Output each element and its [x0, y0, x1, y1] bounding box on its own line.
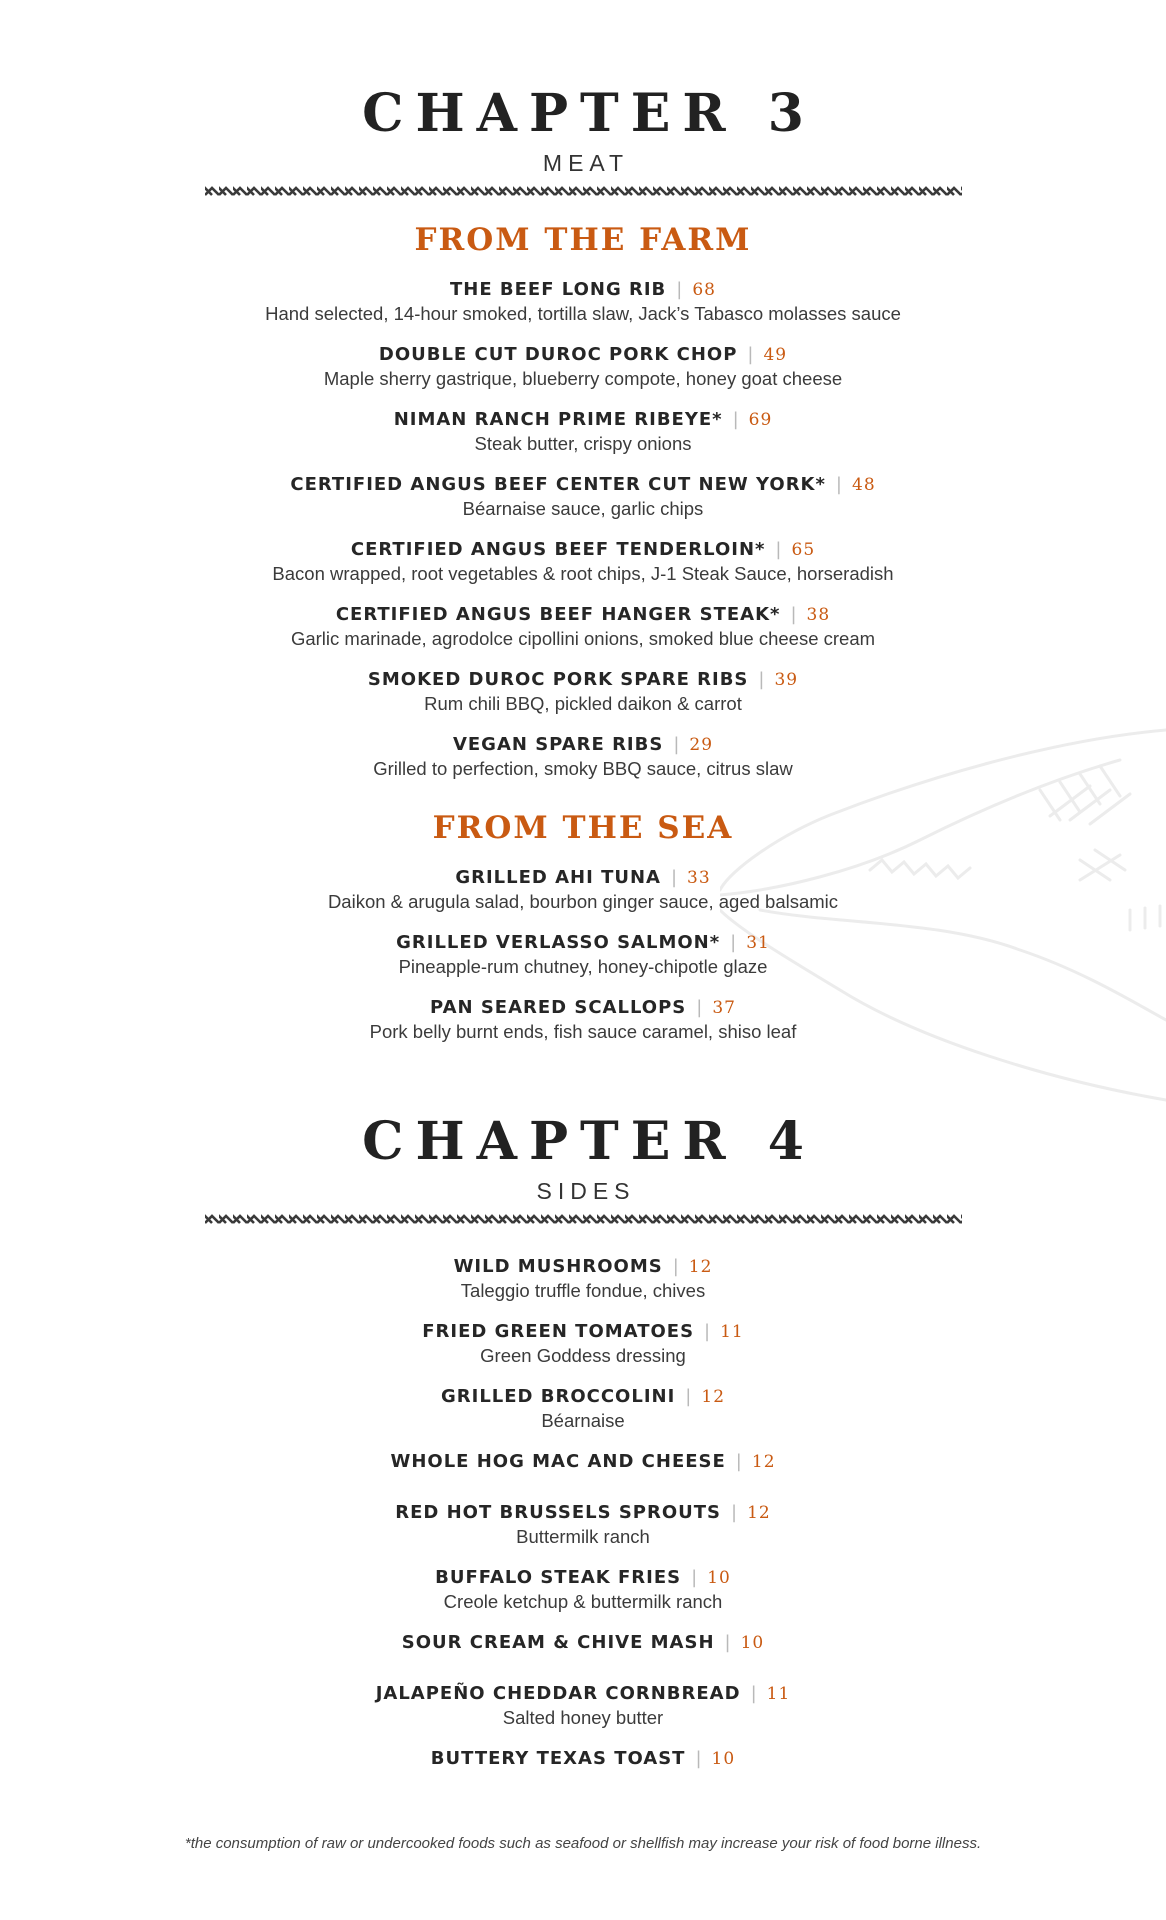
rope-divider-icon [205, 1213, 962, 1227]
item-name: CERTIFIED ANGUS BEEF TENDERLOIN* [350, 539, 766, 560]
separator: | [750, 1683, 757, 1704]
list-item [0, 668, 1166, 733]
list-item [0, 1501, 1166, 1566]
section-from-the-sea [0, 810, 1166, 847]
item-price: 10 [740, 1633, 765, 1653]
item-name: SOUR CREAM & CHIVE MASH [401, 1632, 715, 1653]
item-description: Daikon & arugula salad, bourbon ginger sauce, aged balsamic [327, 891, 839, 912]
item-name: WILD MUSHROOMS [453, 1256, 663, 1277]
list-item [0, 866, 1166, 931]
item-price: 68 [692, 280, 716, 300]
list-item [0, 1747, 1166, 1787]
item-name: CERTIFIED ANGUS BEEF CENTER CUT NEW YORK* [290, 474, 826, 495]
list-item [0, 278, 1166, 343]
item-description: Taleggio truffle fondue, chives [460, 1280, 706, 1301]
list-item [0, 931, 1166, 996]
list-item [0, 408, 1166, 473]
list-item [0, 1320, 1166, 1385]
item-price: 10 [707, 1568, 731, 1588]
list-item [0, 603, 1166, 668]
item-name: GRILLED BROCCOLINI [440, 1386, 676, 1407]
section-from-the-farm [0, 222, 1166, 259]
item-price: 69 [748, 410, 773, 430]
list-item [0, 1385, 1166, 1450]
item-price: 31 [746, 933, 770, 953]
list-item [0, 538, 1166, 603]
list-item [0, 996, 1166, 1061]
list-item [0, 1255, 1166, 1320]
separator: | [673, 734, 680, 755]
separator: | [676, 279, 683, 300]
sea-items [0, 866, 1166, 1061]
separator: | [670, 867, 678, 888]
item-description: Béarnaise [541, 1410, 625, 1431]
separator: | [732, 409, 739, 430]
list-item [0, 1450, 1166, 1501]
item-name: WHOLE HOG MAC AND CHEESE [390, 1451, 726, 1472]
item-name: VEGAN SPARE RIBS [452, 734, 664, 755]
item-name: JALAPEÑO CHEDDAR CORNBREAD [375, 1683, 741, 1704]
separator: | [695, 1748, 702, 1769]
list-item [0, 1566, 1166, 1631]
chapter-3 [0, 83, 1166, 199]
item-price: 12 [688, 1257, 713, 1277]
item-description: Steak butter, crispy onions [474, 433, 692, 454]
item-price: 11 [720, 1322, 744, 1342]
list-item [0, 343, 1166, 408]
separator: | [735, 1451, 742, 1472]
item-description: Hand selected, 14-hour smoked, tortilla slaw, Jack’s Tabasco molasses sauce [265, 303, 901, 324]
separator: | [747, 344, 754, 365]
item-description: Maple sherry gastrique, blueberry compote, honey goat cheese [323, 368, 843, 389]
item-description: Salted honey butter [502, 1707, 664, 1728]
footer-disclaimer: *the consumption of raw or undercooked foods such as seafood or shellfish may increase your risk of food borne illness. [184, 1835, 982, 1852]
separator: | [758, 669, 765, 690]
item-name: NIMAN RANCH PRIME RIBEYE* [393, 409, 723, 430]
separator: | [835, 474, 842, 495]
chapter-title: CHAPTER 4 [362, 1111, 816, 1172]
item-price: 37 [712, 998, 736, 1018]
item-description: Grilled to perfection, smoky BBQ sauce, citrus slaw [373, 758, 793, 779]
item-name: GRILLED AHI TUNA [455, 867, 661, 888]
item-name: THE BEEF LONG RIB [449, 279, 667, 300]
item-price: 10 [711, 1749, 736, 1769]
item-description: Creole ketchup & buttermilk ranch [443, 1591, 723, 1612]
chapter-subtitle: MEAT [542, 150, 630, 176]
list-item [0, 1682, 1166, 1747]
item-description: Green Goddess dressing [480, 1345, 686, 1366]
list-item [0, 473, 1166, 538]
item-price: 12 [701, 1387, 726, 1407]
item-name: CERTIFIED ANGUS BEEF HANGER STEAK* [335, 604, 781, 625]
separator: | [672, 1256, 679, 1277]
item-description: Rum chili BBQ, pickled daikon & carrot [424, 693, 742, 714]
item-price: 49 [763, 345, 788, 365]
item-name: SMOKED DUROC PORK SPARE RIBS [367, 669, 749, 690]
item-name: GRILLED VERLASSO SALMON* [396, 932, 721, 953]
item-name: BUFFALO STEAK FRIES [435, 1567, 682, 1588]
separator: | [724, 1632, 731, 1653]
farm-items [0, 278, 1166, 798]
item-description: Bacon wrapped, root vegetables & root chips, J-1 Steak Sauce, horseradish [272, 563, 894, 584]
chapter-title: CHAPTER 3 [362, 83, 816, 144]
rope-divider-icon [205, 185, 962, 199]
item-description: Béarnaise sauce, garlic chips [462, 498, 704, 519]
item-name: FRIED GREEN TOMATOES [422, 1321, 695, 1342]
chapter-subtitle: SIDES [536, 1178, 636, 1204]
separator: | [704, 1321, 711, 1342]
item-name: RED HOT BRUSSELS SPROUTS [395, 1502, 722, 1523]
separator: | [790, 604, 797, 625]
item-description: Buttermilk ranch [516, 1526, 650, 1547]
item-price: 39 [774, 670, 799, 690]
item-price: 29 [689, 735, 714, 755]
chapter-4 [0, 1111, 1166, 1227]
separator: | [731, 1502, 738, 1523]
section-title: FROM THE FARM [414, 222, 752, 258]
item-description: Pork belly burnt ends, fish sauce caramel, shiso leaf [369, 1021, 797, 1042]
item-price: 11 [766, 1684, 791, 1704]
list-item [0, 1631, 1166, 1682]
section-title: FROM THE SEA [432, 810, 734, 846]
separator: | [685, 1386, 692, 1407]
item-price: 33 [687, 868, 711, 888]
item-name: DOUBLE CUT DUROC PORK CHOP [378, 344, 738, 365]
separator: | [730, 932, 737, 953]
item-price: 48 [852, 475, 876, 495]
item-price: 12 [751, 1452, 776, 1472]
separator: | [696, 997, 703, 1018]
item-name: PAN SEARED SCALLOPS [430, 997, 687, 1018]
item-price: 65 [791, 540, 816, 560]
separator: | [775, 539, 782, 560]
sides-items [0, 1255, 1166, 1787]
item-price: 38 [806, 605, 831, 625]
separator: | [691, 1567, 698, 1588]
item-name: BUTTERY TEXAS TOAST [430, 1748, 686, 1769]
item-description: Pineapple-rum chutney, honey-chipotle glaze [398, 956, 768, 977]
item-description: Garlic marinade, agrodolce cipollini onions, smoked blue cheese cream [290, 628, 876, 649]
list-item [0, 733, 1166, 798]
item-price: 12 [747, 1503, 771, 1523]
